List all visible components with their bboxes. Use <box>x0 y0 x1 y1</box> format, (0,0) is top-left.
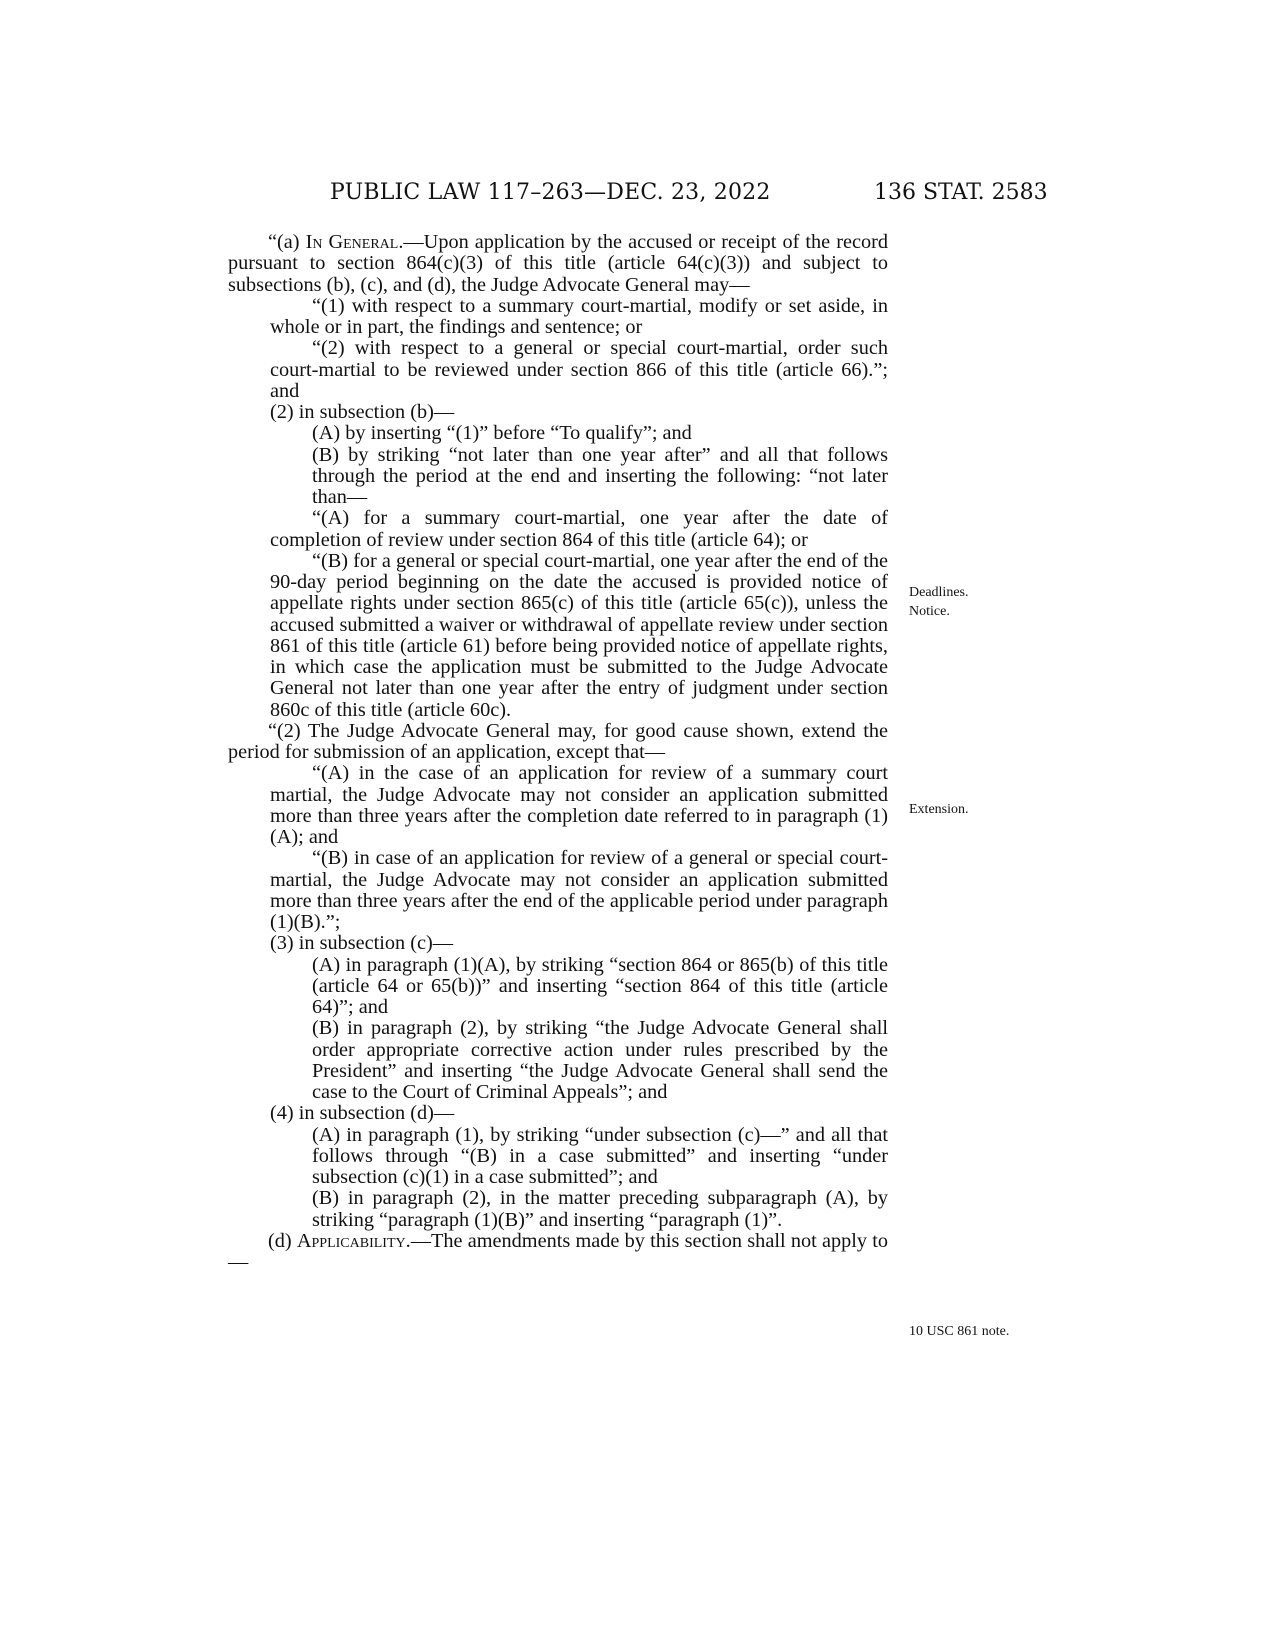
margin-note-deadlines: Deadlines. <box>909 585 969 600</box>
amendment-2-b: (B) by striking “not later than one year after” and all that follows through the period at the end and inserting the following: “not later than— <box>312 443 888 508</box>
amendment-4-b: (B) in paragraph (2), in the matter preceding subparagraph (A), by striking “paragraph (1)(B)” and inserting “paragraph (1)”. <box>312 1187 888 1231</box>
margin-note-extension: Extension. <box>909 802 969 817</box>
amendment-3-subsection-c: (3) in subsection (c)— <box>270 932 454 955</box>
paragraph-1-summary: “(1) with respect to a summary court-martial, modify or set aside, in whole or in part, the findings and sentence; or <box>270 294 888 338</box>
margin-note-usc-citation: 10 USC 861 note. <box>909 1324 1010 1339</box>
run-in-heading: Applicability <box>296 1229 406 1252</box>
paragraph-2-general: “(2) with respect to a general or special court-martial, order such court-martial to be reviewed under section 866 of this title (article 66).”; and <box>270 337 888 402</box>
subsection-d-applicability: (d) Applicability.—The amendments made by this section shall not apply to— <box>228 1229 889 1273</box>
amendment-2-subsection-b: (2) in subsection (b)— <box>270 401 455 423</box>
document-body <box>228 232 888 1273</box>
page-header-stat: 136 STAT. 2583 <box>874 180 1048 205</box>
amendment-3-b: (B) in paragraph (2), by striking “the Judge Advocate General shall order appropriate corrective action under rules prescribed by the President” and inserting “the Judge Advocate General shall send the case to the Court of Criminal Appeals”; and <box>312 1017 888 1103</box>
subparagraph-a-summary: “(A) for a summary court-martial, one year after the date of completion of review under section 864 of this title (article 64); or <box>270 507 888 551</box>
margin-note-notice: Notice. <box>909 604 950 619</box>
amendment-3-a: (A) in paragraph (1)(A), by striking “section 864 or 865(b) of this title (article 64 or 65(b))” and inserting “section 864 of this title (article 64)”; and <box>312 953 888 1018</box>
subparagraph-a-extension: “(A) in the case of an application for review of a summary court martial, the Judge Advocate may not consider an application submitted more than three years after the completion date referred to in paragraph (1)(A); and <box>270 762 888 848</box>
subparagraph-b-extension: “(B) in case of an application for review of a general or special court-martial, the Judge Advocate may not consider an application submitted more than three years after the end of the applicable period under paragraph (1)(B).”; <box>270 847 888 933</box>
subsection-a-in-general: “(a) In General.—Upon application by the accused or receipt of the record pursuant to section 864(c)(3) of this title (article 64(c)(3)) and subject to subsections (b), (c), and (d), the Judge Advocate General may— <box>228 231 888 296</box>
subparagraph-b-general: “(B) for a general or special court-martial, one year after the end of the 90-day period beginning on the date the accused is provided notice of appellate rights under section 865(c) of this title (article 65(c)), unless the accused submitted a waiver or withdrawal of appellate review under section 861 of this title (article 61) before being provided notice of appellate rights, in which case the application must be submitted to the Judge Advocate General not later than one year after the entry of judgment under section 860c of this title (article 60c). <box>270 549 888 721</box>
run-in-heading: In General <box>305 231 399 253</box>
paragraph-2-extension: “(2) The Judge Advocate General may, for good cause shown, extend the period for submission of an application, except that— <box>228 719 888 763</box>
amendment-2-a: (A) by inserting “(1)” before “To qualify”; and <box>312 422 692 445</box>
page-header-title: PUBLIC LAW 117–263—DEC. 23, 2022 <box>330 180 771 205</box>
amendment-4-subsection-d: (4) in subsection (d)— <box>270 1102 455 1125</box>
amendment-4-a: (A) in paragraph (1), by striking “under subsection (c)—” and all that follows through “(B) in a case submitted” and inserting “under subsection (c)(1) in a case submitted”; and <box>312 1123 888 1188</box>
